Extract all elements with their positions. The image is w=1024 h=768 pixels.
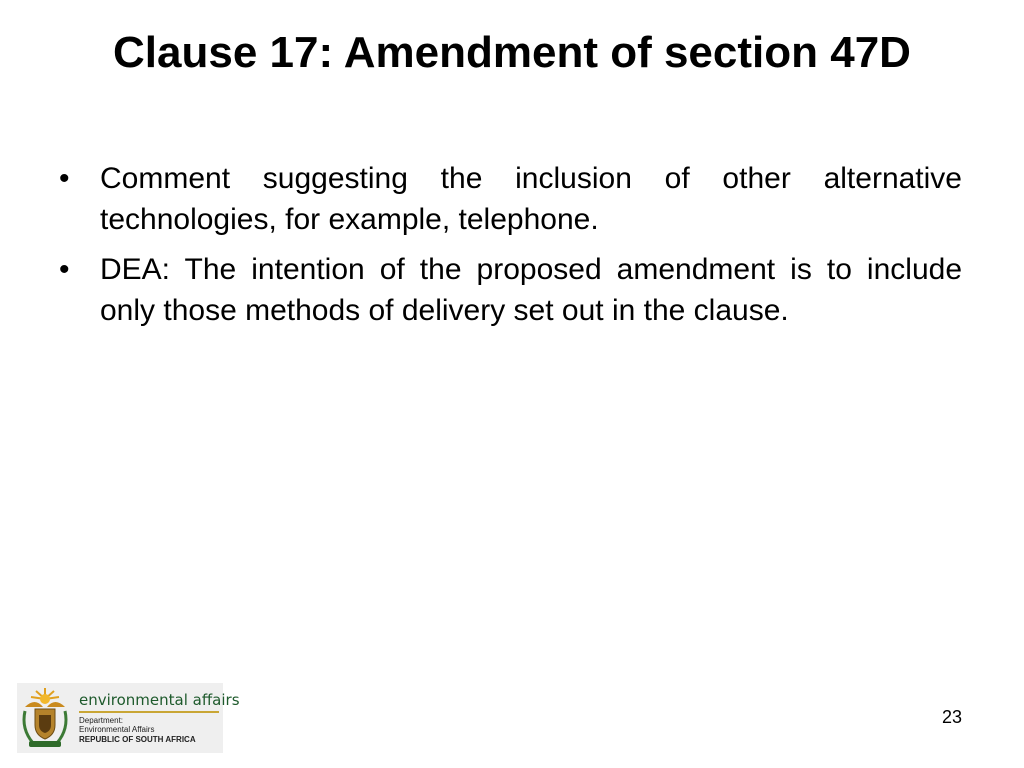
bullet-text: DEA: The intention of the proposed amendment is to include only those methods of delivery set out in the clause. <box>100 253 962 327</box>
logo-department-label: Department: <box>79 716 124 725</box>
logo-brand-text: environmental affairs <box>79 691 240 709</box>
logo-country: REPUBLIC OF SOUTH AFRICA <box>79 735 196 744</box>
department-logo <box>17 683 240 753</box>
bullet-marker: • <box>59 162 70 195</box>
logo-department-name: Environmental Affairs <box>79 725 155 734</box>
bullet-item <box>58 249 962 331</box>
page-number: 23 <box>941 707 962 727</box>
bullet-marker: • <box>59 253 70 286</box>
coat-of-arms-icon <box>19 685 71 751</box>
slide-title: Clause 17: Amendment of section 47D <box>113 28 911 77</box>
bullet-list <box>58 158 962 340</box>
logo-divider <box>79 711 219 713</box>
bullet-item <box>58 158 962 240</box>
bullet-text: Comment suggesting the inclusion of other alternative technologies, for example, telephone. <box>100 162 962 236</box>
